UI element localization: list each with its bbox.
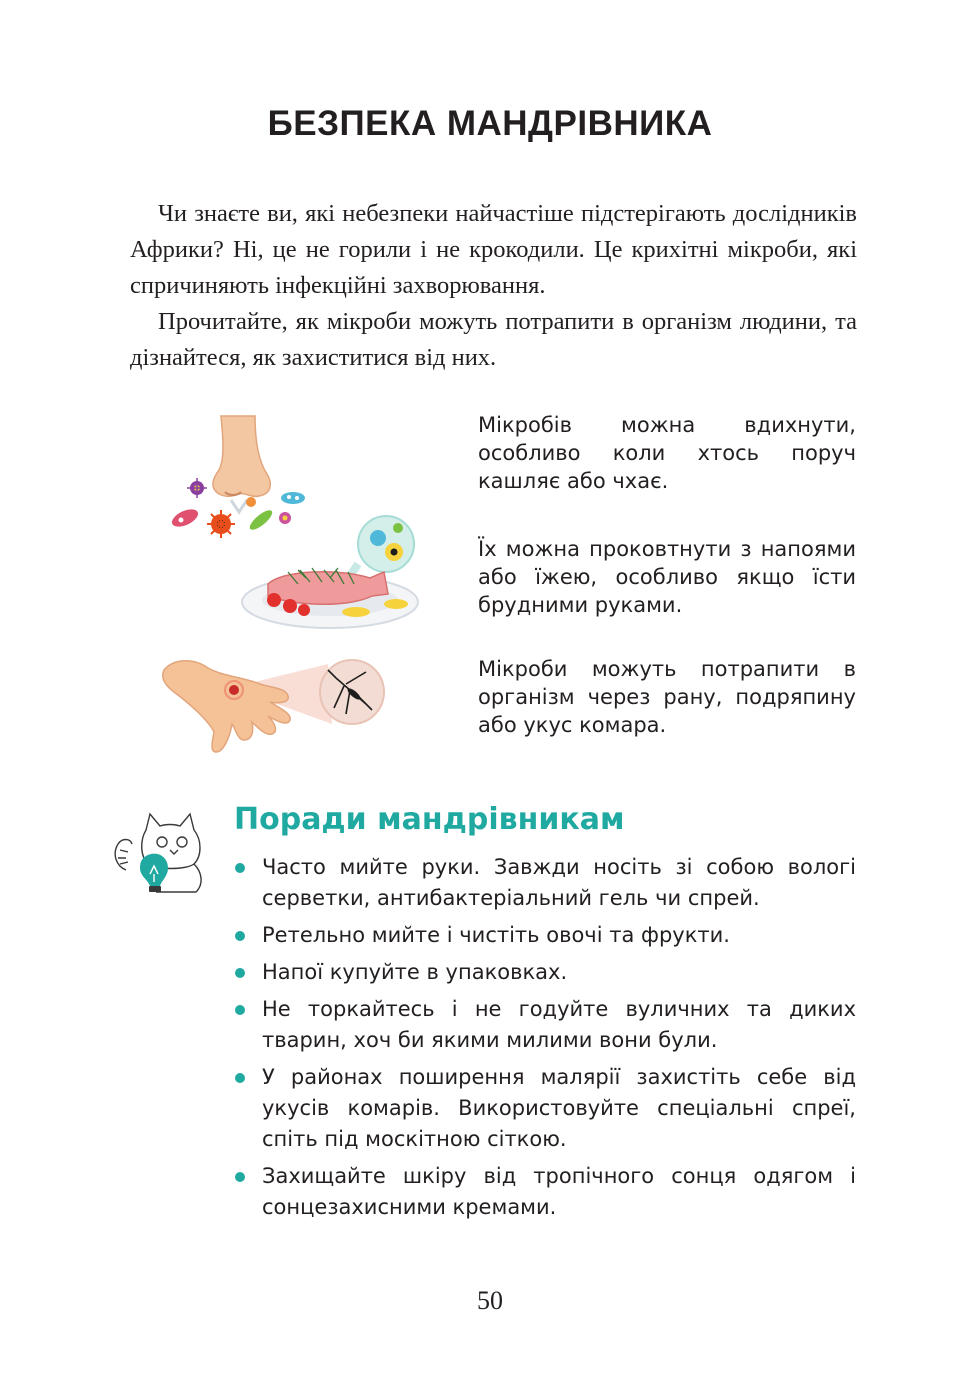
hand-mosquito-illustration — [160, 648, 386, 760]
bullet-dot-icon — [235, 931, 245, 941]
list-item — [234, 1161, 856, 1223]
tip-text: Не торкайтесь і не годуйте вуличних та диких тварин, хоч би якими милими вони були. — [262, 997, 856, 1052]
fish-plate-illustration — [238, 512, 420, 632]
bullet-dot-icon — [235, 1073, 245, 1083]
list-item — [234, 1062, 856, 1155]
tip-text: Ретельно мийте і чистіть овочі та фрукти. — [262, 923, 730, 947]
intro-paragraph-1: Чи знаєте ви, які небезпеки найчастіше підстерігають дослідників Африки? Ні, це не горили і не крокодили. Це крихітні мікроби, які спричиняють інфекційні захворювання. — [130, 200, 857, 299]
page-number: 50 — [477, 1286, 503, 1315]
bullet-dot-icon — [235, 863, 245, 873]
intro-text — [130, 196, 857, 376]
intro-paragraph-2: Прочитайте, як мікроби можуть потрапити в організм людини, та дізнайтеся, як захиститися від них. — [130, 308, 857, 371]
cat-lightbulb-icon — [106, 810, 210, 896]
bullet-dot-icon — [235, 968, 245, 978]
bullet-dot-icon — [235, 1172, 245, 1182]
tips-list — [234, 852, 856, 1229]
tips-heading: Поради мандрівникам — [234, 802, 625, 837]
tip-text: У районах поширення малярії захистіть себе від укусів комарів. Використовуйте спеціальні спреї, спіть під москітною сіткою. — [262, 1065, 856, 1151]
way-3-text: Мікроби можуть потрапити в організм через рану, подряпину або укус комара. — [478, 657, 856, 737]
list-item — [234, 920, 856, 951]
list-item — [234, 957, 856, 988]
tip-text: Захищайте шкіру від тропічного сонця одягом і сонцезахисними кремами. — [262, 1164, 856, 1219]
bullet-dot-icon — [235, 1005, 245, 1015]
tip-text: Часто мийте руки. Завжди носіть зі собою вологі серветки, антибактеріальний гель чи спрей. — [262, 855, 856, 910]
list-item — [234, 994, 856, 1056]
page-title: БЕЗПЕКА МАНДРІВНИКА — [267, 104, 713, 143]
way-2-text: Їх можна проковтнути з напоями або їжею, особливо якщо їсти брудними руками. — [478, 537, 856, 617]
tip-text: Напої купуйте в упаковках. — [262, 960, 568, 984]
list-item — [234, 852, 856, 914]
way-1-text: Мікробів можна вдихнути, особливо коли хтось поруч кашляє або чхає. — [478, 413, 856, 493]
